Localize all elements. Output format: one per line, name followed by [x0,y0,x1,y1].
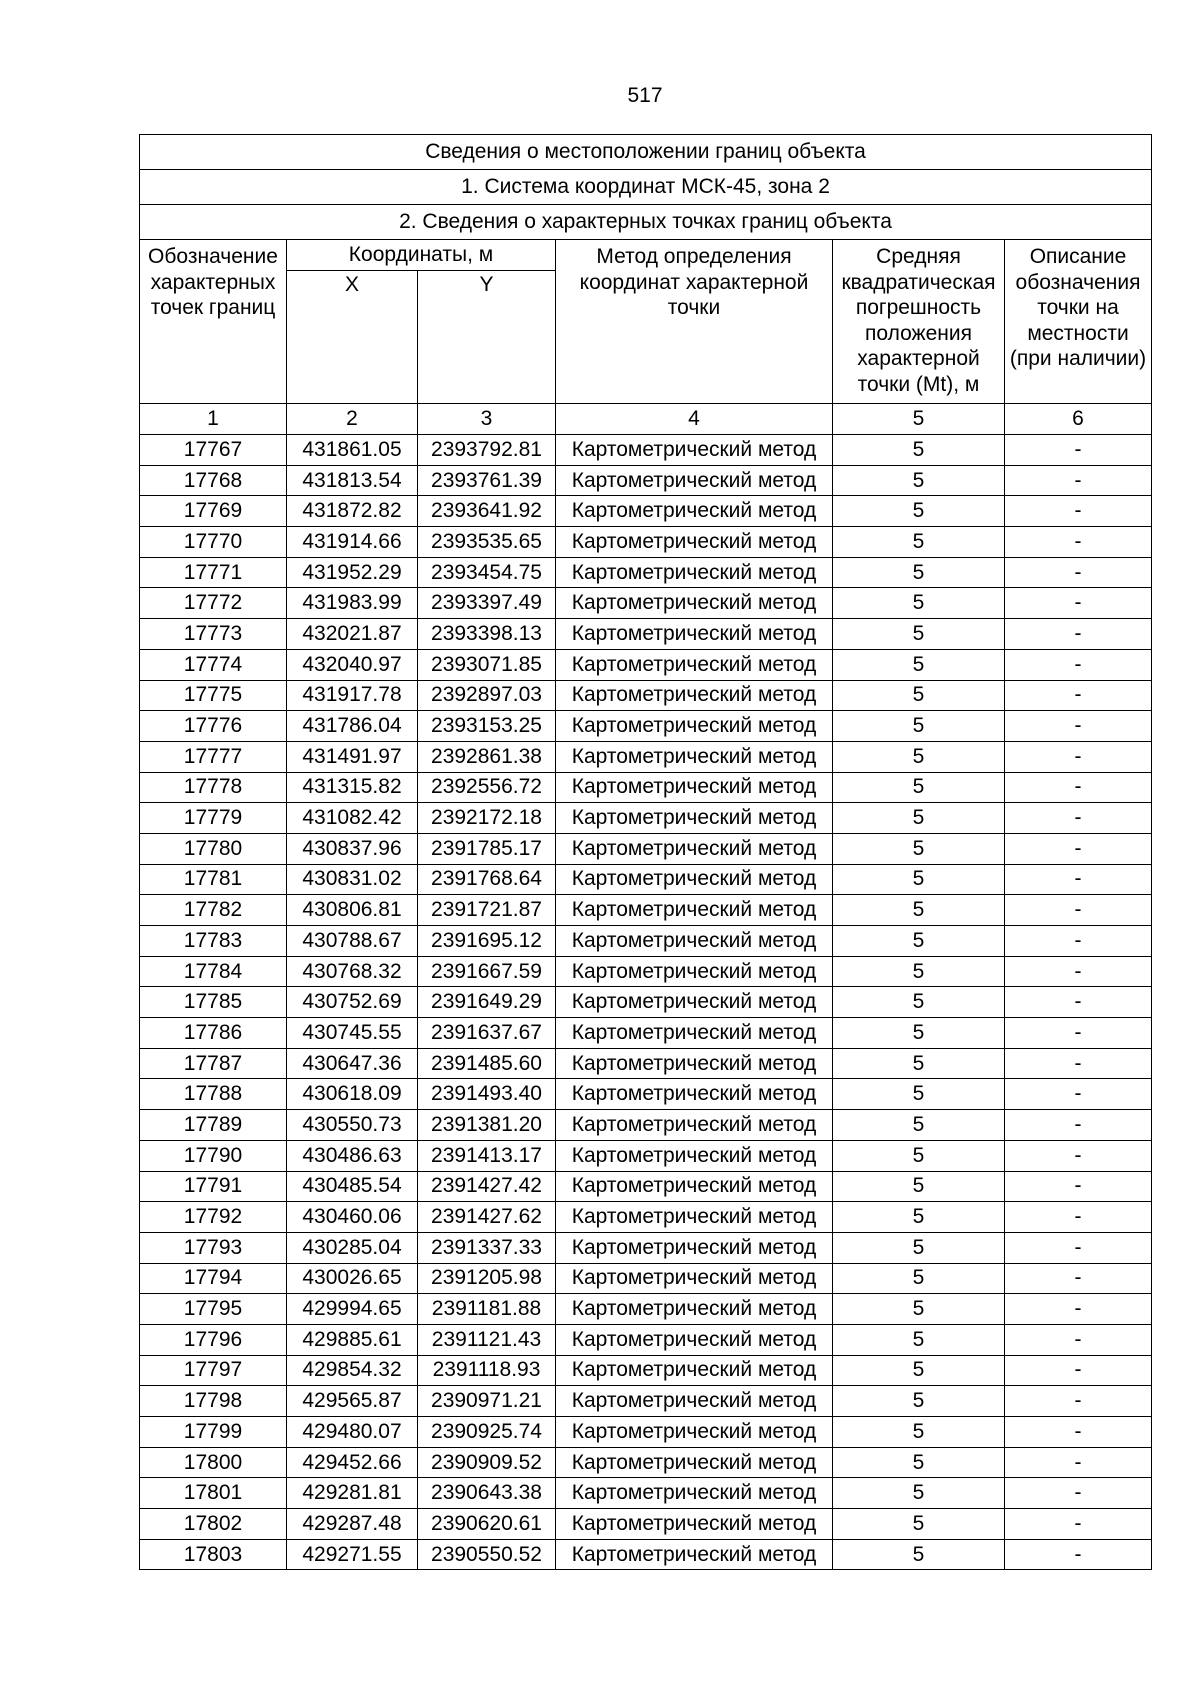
method-cell: Картометрический метод [556,987,833,1018]
description-cell: - [1005,741,1152,772]
y-coordinate-cell: 2391667.59 [418,956,556,987]
x-coordinate-cell: 431315.82 [287,772,418,803]
y-coordinate-cell: 2391118.93 [418,1355,556,1386]
point-id-cell: 17802 [140,1509,287,1540]
y-coordinate-cell: 2391649.29 [418,987,556,1018]
description-cell: - [1005,1417,1152,1448]
description-cell: - [1005,895,1152,926]
description-cell: - [1005,711,1152,742]
table-row [140,741,1152,772]
table-row [140,465,1152,496]
description-cell: - [1005,1539,1152,1570]
error-cell: 5 [833,864,1005,895]
method-cell: Картометрический метод [556,803,833,834]
table-row [140,1202,1152,1233]
x-coordinate-cell: 430618.09 [287,1079,418,1110]
description-cell: - [1005,465,1152,496]
table-row [140,1478,1152,1509]
method-cell: Картометрический метод [556,1110,833,1141]
error-cell: 5 [833,588,1005,619]
error-cell: 5 [833,772,1005,803]
x-coordinate-cell: 431813.54 [287,465,418,496]
method-cell: Картометрический метод [556,864,833,895]
error-cell: 5 [833,465,1005,496]
point-id-cell: 17772 [140,588,287,619]
coordinate-system-title: 1. Система координат МСК-45, зона 2 [140,170,1152,205]
x-coordinate-cell: 430745.55 [287,1018,418,1049]
table-row [140,711,1152,742]
error-cell: 5 [833,1355,1005,1386]
point-id-cell: 17793 [140,1232,287,1263]
description-cell: - [1005,1079,1152,1110]
method-cell: Картометрический метод [556,1202,833,1233]
y-coordinate-cell: 2393792.81 [418,435,556,466]
coordinate-system-row [140,170,1152,205]
table-row [140,435,1152,466]
table-row [140,1110,1152,1141]
y-coordinate-cell: 2393761.39 [418,465,556,496]
x-coordinate-cell: 431861.05 [287,435,418,466]
error-cell: 5 [833,1539,1005,1570]
description-cell: - [1005,1386,1152,1417]
table-title: Сведения о местоположении границ объекта [140,135,1152,170]
method-cell: Картометрический метод [556,1048,833,1079]
point-id-cell: 17781 [140,864,287,895]
y-coordinate-cell: 2391205.98 [418,1263,556,1294]
description-cell: - [1005,1294,1152,1325]
error-cell: 5 [833,711,1005,742]
point-id-cell: 17792 [140,1202,287,1233]
error-cell: 5 [833,926,1005,957]
boundary-points-table [139,134,1152,1570]
point-id-cell: 17783 [140,926,287,957]
description-cell: - [1005,1447,1152,1478]
method-cell: Картометрический метод [556,680,833,711]
x-coordinate-cell: 429565.87 [287,1386,418,1417]
description-cell: - [1005,435,1152,466]
x-coordinate-cell: 430837.96 [287,833,418,864]
y-coordinate-cell: 2393535.65 [418,527,556,558]
column-number: 3 [418,404,556,435]
y-coordinate-cell: 2391785.17 [418,833,556,864]
description-cell: - [1005,1171,1152,1202]
description-cell: - [1005,1355,1152,1386]
points-section-row [140,205,1152,240]
point-id-cell: 17770 [140,527,287,558]
column-number: 1 [140,404,287,435]
y-coordinate-cell: 2391181.88 [418,1294,556,1325]
y-coordinate-cell: 2390550.52 [418,1539,556,1570]
table-row [140,527,1152,558]
x-coordinate-cell: 430460.06 [287,1202,418,1233]
table-row [140,956,1152,987]
y-coordinate-cell: 2393397.49 [418,588,556,619]
point-id-cell: 17776 [140,711,287,742]
table-title-row [140,135,1152,170]
table-row [140,1232,1152,1263]
y-coordinate-cell: 2392861.38 [418,741,556,772]
x-coordinate-cell: 430647.36 [287,1048,418,1079]
method-cell: Картометрический метод [556,741,833,772]
y-coordinate-cell: 2390643.38 [418,1478,556,1509]
point-id-cell: 17771 [140,557,287,588]
y-coordinate-cell: 2391637.67 [418,1018,556,1049]
table-row [140,680,1152,711]
x-coordinate-cell: 431491.97 [287,741,418,772]
point-id-cell: 17797 [140,1355,287,1386]
method-cell: Картометрический метод [556,465,833,496]
point-id-cell: 17799 [140,1417,287,1448]
y-coordinate-cell: 2390620.61 [418,1509,556,1540]
description-cell: - [1005,1232,1152,1263]
table-row [140,1539,1152,1570]
y-coordinate-cell: 2393454.75 [418,557,556,588]
description-cell: - [1005,1324,1152,1355]
error-cell: 5 [833,956,1005,987]
x-coordinate-cell: 430806.81 [287,895,418,926]
x-coordinate-cell: 430285.04 [287,1232,418,1263]
method-cell: Картометрический метод [556,435,833,466]
table-row [140,987,1152,1018]
y-coordinate-cell: 2393071.85 [418,649,556,680]
x-coordinate-cell: 429994.65 [287,1294,418,1325]
method-cell: Картометрический метод [556,772,833,803]
point-id-cell: 17782 [140,895,287,926]
description-cell: - [1005,1478,1152,1509]
description-cell: - [1005,619,1152,650]
error-cell: 5 [833,557,1005,588]
point-id-cell: 17785 [140,987,287,1018]
table-row [140,1386,1152,1417]
error-cell: 5 [833,1171,1005,1202]
method-cell: Картометрический метод [556,926,833,957]
header-coordinates: Координаты, м [287,240,556,271]
method-cell: Картометрический метод [556,1232,833,1263]
error-cell: 5 [833,1263,1005,1294]
point-id-cell: 17767 [140,435,287,466]
table-row [140,1263,1152,1294]
method-cell: Картометрический метод [556,1263,833,1294]
method-cell: Картометрический метод [556,1386,833,1417]
method-cell: Картометрический метод [556,895,833,926]
points-section-title: 2. Сведения о характерных точках границ объекта [140,205,1152,240]
table-row [140,1079,1152,1110]
x-coordinate-cell: 429281.81 [287,1478,418,1509]
y-coordinate-cell: 2391493.40 [418,1079,556,1110]
description-cell: - [1005,496,1152,527]
x-coordinate-cell: 429480.07 [287,1417,418,1448]
method-cell: Картометрический метод [556,619,833,650]
x-coordinate-cell: 431872.82 [287,496,418,527]
description-cell: - [1005,1202,1152,1233]
description-cell: - [1005,1018,1152,1049]
point-id-cell: 17786 [140,1018,287,1049]
x-coordinate-cell: 430550.73 [287,1110,418,1141]
point-id-cell: 17803 [140,1539,287,1570]
x-coordinate-cell: 431914.66 [287,527,418,558]
description-cell: - [1005,1140,1152,1171]
table-row [140,1324,1152,1355]
method-cell: Картометрический метод [556,1417,833,1448]
x-coordinate-cell: 430485.54 [287,1171,418,1202]
method-cell: Картометрический метод [556,557,833,588]
error-cell: 5 [833,680,1005,711]
point-id-cell: 17773 [140,619,287,650]
error-cell: 5 [833,619,1005,650]
x-coordinate-cell: 431082.42 [287,803,418,834]
method-cell: Картометрический метод [556,1509,833,1540]
column-number: 6 [1005,404,1152,435]
error-cell: 5 [833,435,1005,466]
point-id-cell: 17775 [140,680,287,711]
y-coordinate-cell: 2393398.13 [418,619,556,650]
table-row [140,833,1152,864]
method-cell: Картометрический метод [556,1539,833,1570]
error-cell: 5 [833,496,1005,527]
header-description: Описание обозначения точки на местности (при наличии) [1005,240,1152,404]
y-coordinate-cell: 2391337.33 [418,1232,556,1263]
point-id-cell: 17800 [140,1447,287,1478]
error-cell: 5 [833,1447,1005,1478]
table-row [140,1294,1152,1325]
method-cell: Картометрический метод [556,1355,833,1386]
column-number: 2 [287,404,418,435]
description-cell: - [1005,588,1152,619]
method-cell: Картометрический метод [556,1478,833,1509]
error-cell: 5 [833,1018,1005,1049]
point-id-cell: 17787 [140,1048,287,1079]
table-row [140,557,1152,588]
x-coordinate-cell: 432021.87 [287,619,418,650]
description-cell: - [1005,803,1152,834]
y-coordinate-cell: 2392172.18 [418,803,556,834]
table-row [140,1048,1152,1079]
y-coordinate-cell: 2391427.62 [418,1202,556,1233]
x-coordinate-cell: 429287.48 [287,1509,418,1540]
method-cell: Картометрический метод [556,588,833,619]
point-id-cell: 17788 [140,1079,287,1110]
table-row [140,649,1152,680]
point-id-cell: 17768 [140,465,287,496]
point-id-cell: 17777 [140,741,287,772]
error-cell: 5 [833,1140,1005,1171]
method-cell: Картометрический метод [556,1018,833,1049]
error-cell: 5 [833,833,1005,864]
point-id-cell: 17778 [140,772,287,803]
column-number: 4 [556,404,833,435]
point-id-cell: 17790 [140,1140,287,1171]
description-cell: - [1005,527,1152,558]
y-coordinate-cell: 2391427.42 [418,1171,556,1202]
table-row [140,1509,1152,1540]
header-x: X [287,271,418,404]
header-point-designation: Обозначение характерных точек границ [140,240,287,404]
description-cell: - [1005,1263,1152,1294]
column-number-row [140,404,1152,435]
error-cell: 5 [833,1294,1005,1325]
description-cell: - [1005,649,1152,680]
method-cell: Картометрический метод [556,649,833,680]
table-row [140,1171,1152,1202]
y-coordinate-cell: 2391721.87 [418,895,556,926]
table-row [140,1355,1152,1386]
error-cell: 5 [833,803,1005,834]
error-cell: 5 [833,649,1005,680]
point-id-cell: 17796 [140,1324,287,1355]
page-number: 517 [627,84,663,107]
header-y: Y [418,271,556,404]
x-coordinate-cell: 431786.04 [287,711,418,742]
point-id-cell: 17784 [140,956,287,987]
method-cell: Картометрический метод [556,1171,833,1202]
header-error: Средняя квадратическая погрешность положения характерной точки (Mt), м [833,240,1005,404]
description-cell: - [1005,833,1152,864]
table-row [140,1447,1152,1478]
error-cell: 5 [833,1324,1005,1355]
error-cell: 5 [833,1417,1005,1448]
error-cell: 5 [833,1079,1005,1110]
description-cell: - [1005,987,1152,1018]
y-coordinate-cell: 2390909.52 [418,1447,556,1478]
error-cell: 5 [833,895,1005,926]
error-cell: 5 [833,741,1005,772]
table-row [140,803,1152,834]
description-cell: - [1005,557,1152,588]
x-coordinate-cell: 430831.02 [287,864,418,895]
x-coordinate-cell: 429885.61 [287,1324,418,1355]
x-coordinate-cell: 430486.63 [287,1140,418,1171]
header-method: Метод определения координат характерной точки [556,240,833,404]
table-row [140,1417,1152,1448]
method-cell: Картометрический метод [556,711,833,742]
description-cell: - [1005,926,1152,957]
point-id-cell: 17798 [140,1386,287,1417]
table-row [140,619,1152,650]
description-cell: - [1005,1509,1152,1540]
x-coordinate-cell: 429854.32 [287,1355,418,1386]
error-cell: 5 [833,1386,1005,1417]
error-cell: 5 [833,527,1005,558]
error-cell: 5 [833,1232,1005,1263]
table-row [140,772,1152,803]
point-id-cell: 17789 [140,1110,287,1141]
x-coordinate-cell: 432040.97 [287,649,418,680]
y-coordinate-cell: 2393153.25 [418,711,556,742]
table-row [140,864,1152,895]
y-coordinate-cell: 2392556.72 [418,772,556,803]
error-cell: 5 [833,1110,1005,1141]
point-id-cell: 17794 [140,1263,287,1294]
x-coordinate-cell: 429452.66 [287,1447,418,1478]
y-coordinate-cell: 2391381.20 [418,1110,556,1141]
error-cell: 5 [833,1202,1005,1233]
x-coordinate-cell: 430752.69 [287,987,418,1018]
description-cell: - [1005,1110,1152,1141]
table-row [140,496,1152,527]
y-coordinate-cell: 2391485.60 [418,1048,556,1079]
x-coordinate-cell: 431952.29 [287,557,418,588]
x-coordinate-cell: 429271.55 [287,1539,418,1570]
y-coordinate-cell: 2391768.64 [418,864,556,895]
header-row [140,240,1152,271]
error-cell: 5 [833,1478,1005,1509]
point-id-cell: 17780 [140,833,287,864]
y-coordinate-cell: 2391695.12 [418,926,556,957]
point-id-cell: 17774 [140,649,287,680]
x-coordinate-cell: 430768.32 [287,956,418,987]
error-cell: 5 [833,1509,1005,1540]
table-row [140,588,1152,619]
method-cell: Картометрический метод [556,527,833,558]
y-coordinate-cell: 2390925.74 [418,1417,556,1448]
error-cell: 5 [833,1048,1005,1079]
x-coordinate-cell: 430026.65 [287,1263,418,1294]
description-cell: - [1005,864,1152,895]
method-cell: Картометрический метод [556,833,833,864]
table-row [140,895,1152,926]
y-coordinate-cell: 2391413.17 [418,1140,556,1171]
method-cell: Картометрический метод [556,1324,833,1355]
description-cell: - [1005,1048,1152,1079]
point-id-cell: 17779 [140,803,287,834]
description-cell: - [1005,680,1152,711]
method-cell: Картометрический метод [556,1140,833,1171]
x-coordinate-cell: 431917.78 [287,680,418,711]
x-coordinate-cell: 430788.67 [287,926,418,957]
y-coordinate-cell: 2391121.43 [418,1324,556,1355]
method-cell: Картометрический метод [556,1079,833,1110]
y-coordinate-cell: 2392897.03 [418,680,556,711]
table-row [140,926,1152,957]
point-id-cell: 17801 [140,1478,287,1509]
method-cell: Картометрический метод [556,956,833,987]
method-cell: Картометрический метод [556,1294,833,1325]
method-cell: Картометрический метод [556,496,833,527]
x-coordinate-cell: 431983.99 [287,588,418,619]
point-id-cell: 17795 [140,1294,287,1325]
y-coordinate-cell: 2390971.21 [418,1386,556,1417]
description-cell: - [1005,956,1152,987]
point-id-cell: 17769 [140,496,287,527]
method-cell: Картометрический метод [556,1447,833,1478]
description-cell: - [1005,772,1152,803]
table-row [140,1018,1152,1049]
table-row [140,1140,1152,1171]
column-number: 5 [833,404,1005,435]
error-cell: 5 [833,987,1005,1018]
point-id-cell: 17791 [140,1171,287,1202]
y-coordinate-cell: 2393641.92 [418,496,556,527]
